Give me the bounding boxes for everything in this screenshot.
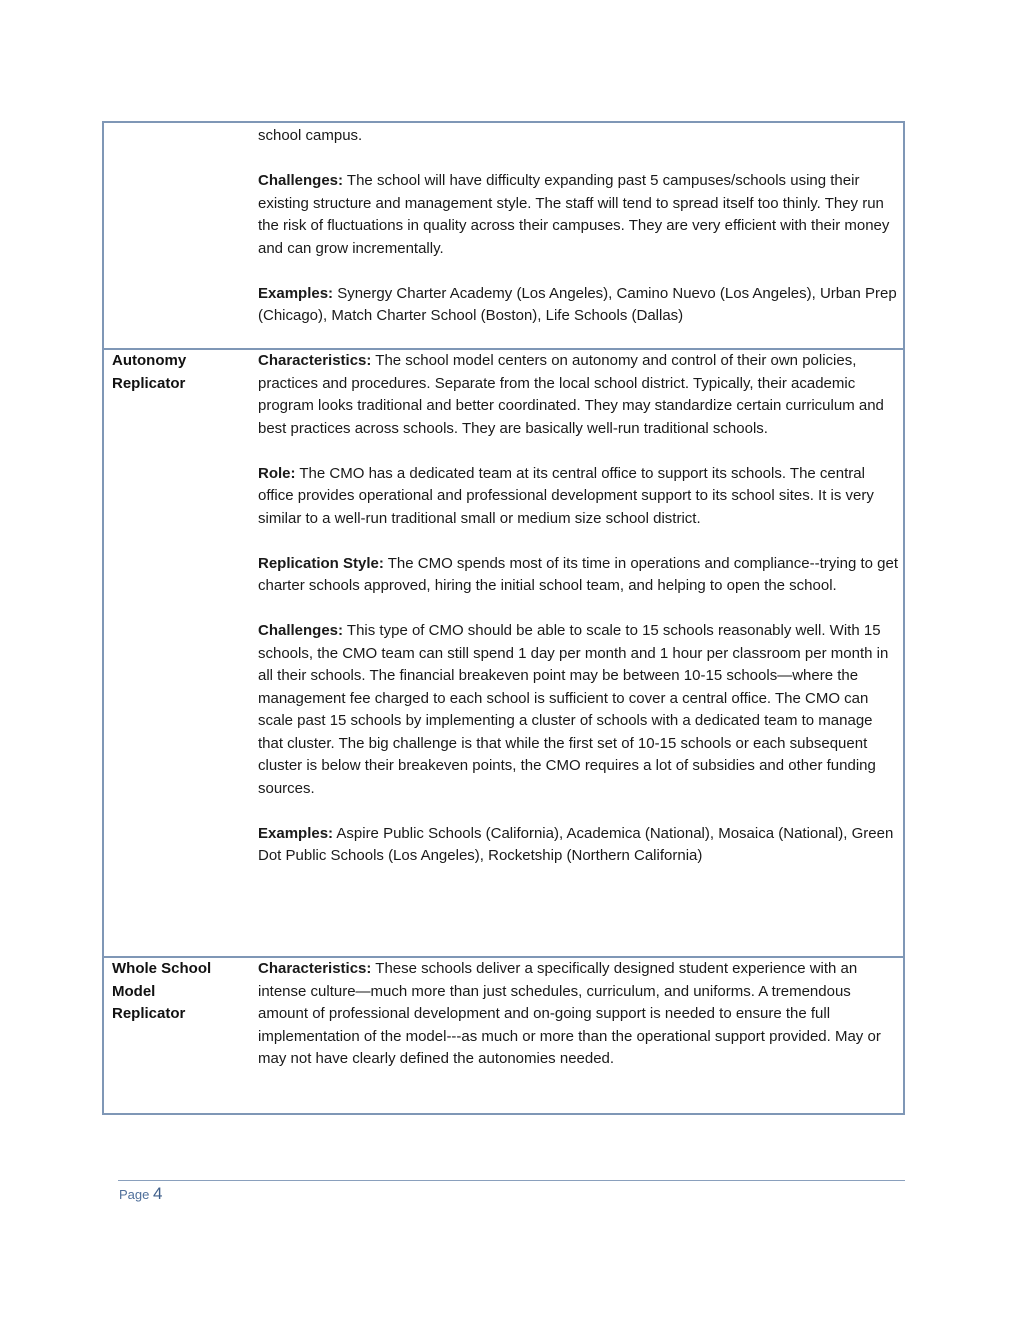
- table-row: [104, 350, 903, 956]
- content-cell: [258, 350, 898, 868]
- paragraph: Replication Style: The CMO spends most of its time in operations and compliance--trying to get charter schools approved, hiring the initial school team, and helping to open the school.: [258, 554, 898, 594]
- paragraph: Examples: Aspire Public Schools (California), Academica (National), Mosaica (National), Green Dot Public Schools (Los Angeles), Rocketship (Northern California): [258, 824, 894, 864]
- content-cell: [258, 958, 898, 1071]
- paragraph: school campus.: [258, 127, 363, 144]
- paragraph: Role: The CMO has a dedicated team at its central office to support its schools. The central office provides operational and professional development support to its school sites. It is very similar to a well-run traditional small or medium size school district.: [258, 464, 874, 527]
- paragraph: Examples: Synergy Charter Academy (Los Angeles), Camino Nuevo (Los Angeles), Urban Prep (Chicago), Match Charter School (Boston), Life Schools (Dallas): [258, 284, 897, 324]
- footer-divider: [118, 1180, 905, 1181]
- paragraph: Characteristics: The school model centers on autonomy and control of their own policies, practices and procedures. Separate from the local school district. Typically, their academic program looks traditional and better coordinated. They may standardize certain curriculum and best practices across schools. They are basically well-run traditional schools.: [258, 352, 884, 437]
- page-footer: [119, 1184, 162, 1205]
- table-row: [104, 123, 903, 349]
- table-row: [104, 958, 903, 1113]
- content-cell: [258, 125, 898, 328]
- paragraph: Challenges: The school will have difficulty expanding past 5 campuses/schools using their existing structure and management style. The staff will tend to spread itself too thinly. They run the risk of fluctuations in quality across their campuses. They are very efficient with their money and can grow incrementally.: [258, 172, 890, 257]
- paragraph: Challenges: This type of CMO should be able to scale to 15 schools reasonably well. With 15 schools, the CMO team can still spend 1 day per month and 1 hour per classroom per month in all their schools. The financial breakeven point may be between 10-15 schools—where the management fee charged to each school is sufficient to cover a central office. The CMO can scale past 15 schools by implementing a cluster of schools with a dedicated team to manage that cluster. The big challenge is that while the first set of 10-15 schools or each subsequent cluster is below their breakeven points, the CMO requires a lot of subsidies and other funding sources.: [258, 622, 889, 797]
- page-label: Page: [119, 1187, 150, 1202]
- paragraph: Characteristics: These schools deliver a specifically designed student experience with an intense culture—much more than just schedules, curriculum, and uniforms. A tremendous amount of professional development and on-going support is needed to ensure the full implementation of the model---as much or more than the operational support provided. May or may not have clearly defined the autonomies needed.: [258, 960, 881, 1067]
- row-label: Autonomy Replicator: [112, 352, 187, 392]
- cmo-table: [102, 121, 905, 1115]
- row-label: Whole School Model Replicator: [112, 960, 212, 1022]
- page-number: 4: [153, 1184, 163, 1203]
